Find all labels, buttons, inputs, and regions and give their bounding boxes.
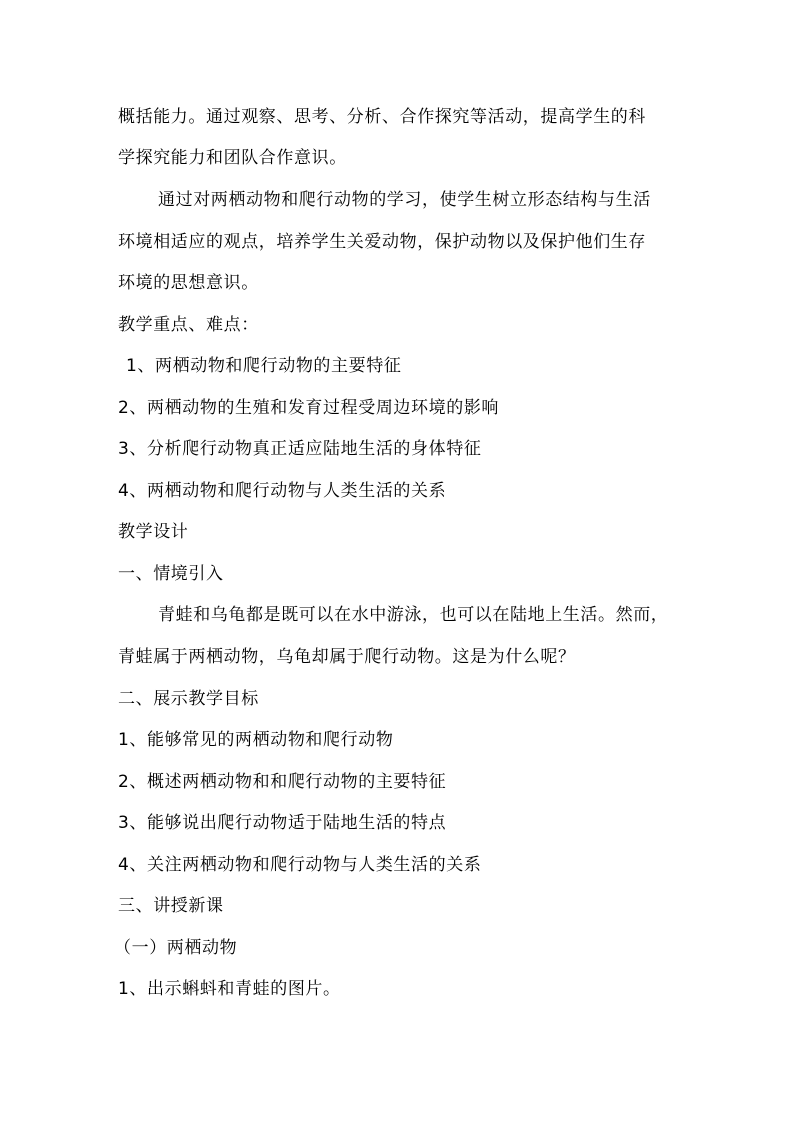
list-item: 1、两栖动物和爬行动物的主要特征	[126, 356, 402, 376]
paragraph-line: 青蛙属于两栖动物，乌龟却属于爬行动物。这是为什么呢？	[118, 647, 576, 667]
paragraph-line: 学探究能力和团队合作意识。	[118, 148, 347, 168]
section-heading: 一、情境引入	[118, 564, 224, 584]
section-heading: 教学设计	[118, 522, 189, 542]
section-heading: 教学重点、难点：	[118, 315, 259, 335]
list-item: 3、分析爬行动物真正适应陆地生活的身体特征	[118, 439, 482, 459]
list-item: 4、关注两栖动物和爬行动物与人类生活的关系	[118, 855, 482, 875]
subsection-heading: （一）两栖动物	[114, 938, 238, 958]
paragraph-line: 环境相适应的观点，培养学生关爱动物，保护动物以及保护他们生存	[118, 232, 646, 252]
list-item: 1、出示蝌蚪和青蛙的图片。	[118, 979, 341, 999]
list-item: 2、两栖动物的生殖和发育过程受周边环境的影响	[118, 398, 500, 418]
list-item: 2、概述两栖动物和和爬行动物的主要特征	[118, 772, 447, 792]
paragraph-line: 通过对两栖动物和爬行动物的学习，使学生树立形态结构与生活	[158, 190, 651, 210]
list-item: 1、能够常见的两栖动物和爬行动物	[118, 730, 394, 750]
list-item: 3、能够说出爬行动物适于陆地生活的特点	[118, 813, 447, 833]
paragraph-line: 青蛙和乌龟都是既可以在水中游泳，也可以在陆地上生活。然而，	[158, 605, 669, 625]
paragraph-line: 概括能力。通过观察、思考、分析、合作探究等活动，提高学生的科	[118, 107, 646, 127]
paragraph-line: 环境的思想意识。	[118, 273, 259, 293]
section-heading: 三、讲授新课	[118, 896, 224, 916]
section-heading: 二、展示教学目标	[118, 689, 259, 709]
list-item: 4、两栖动物和爬行动物与人类生活的关系	[118, 481, 447, 501]
